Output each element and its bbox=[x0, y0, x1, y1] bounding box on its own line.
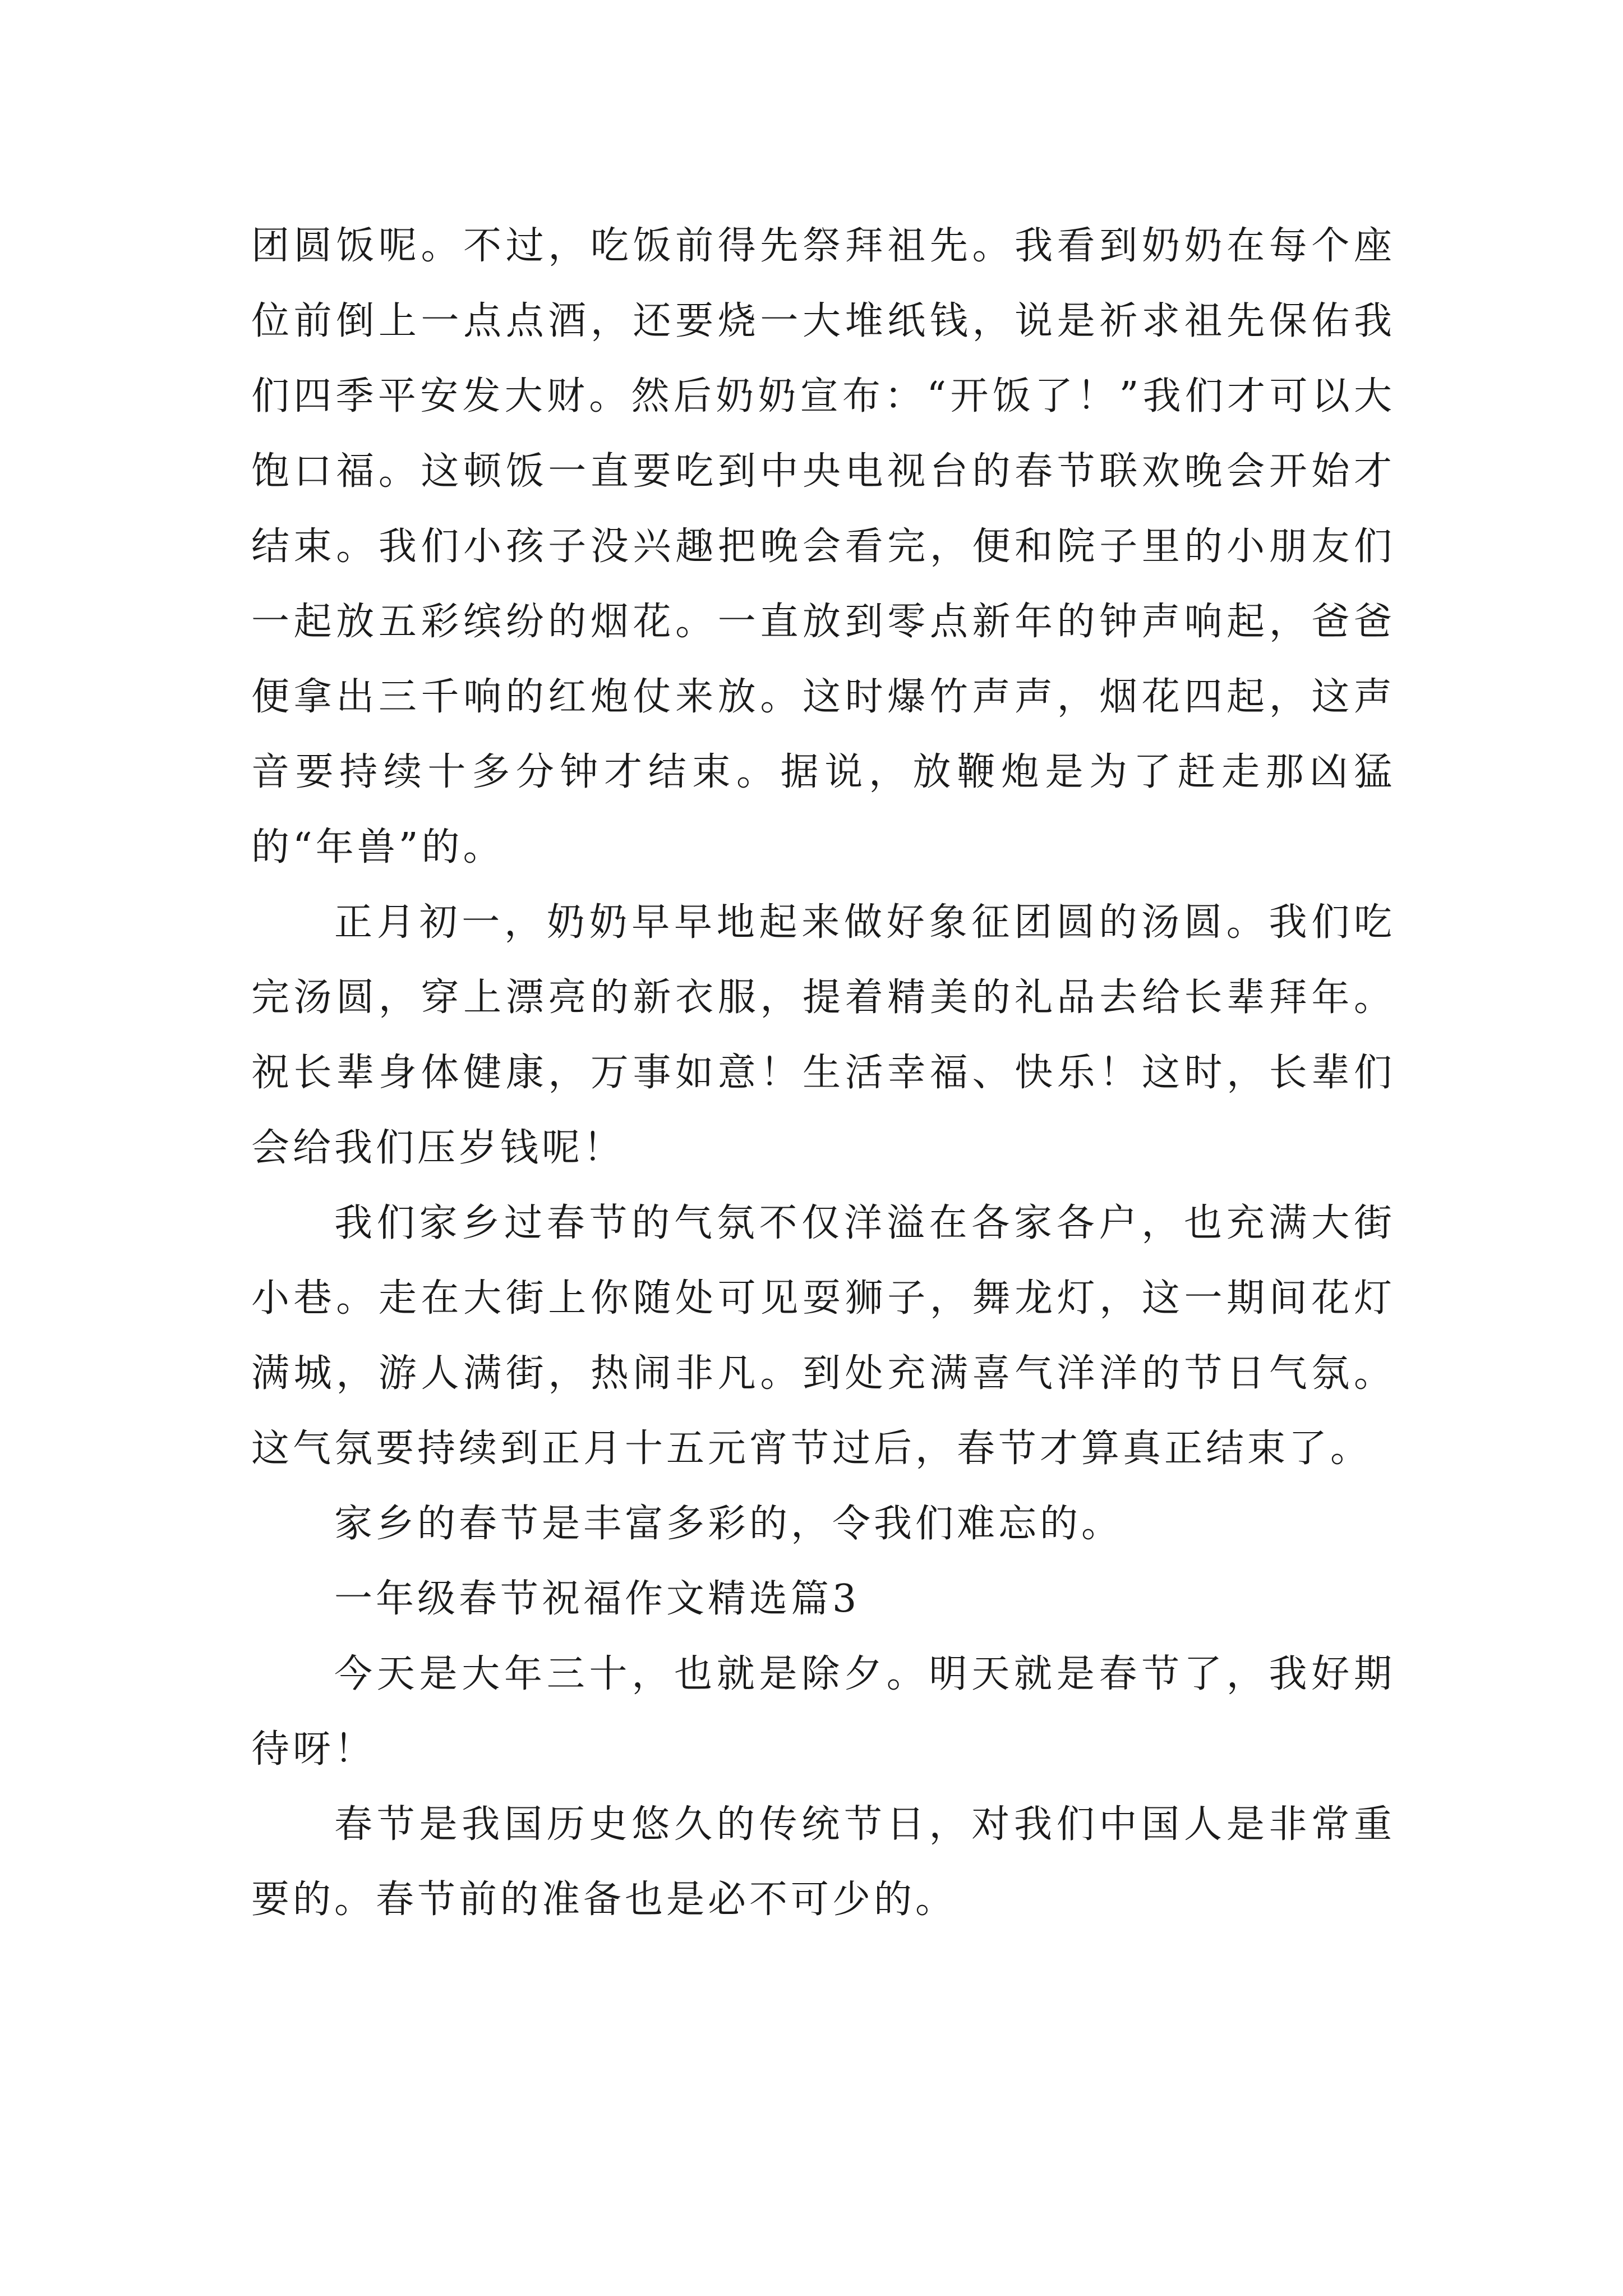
paragraph-spring-festival: 春节是我国历史悠久的传统节日，对我们中国人是非常重要的。春节前的准备也是必不可少的。 bbox=[251, 1802, 1395, 1922]
paragraph-festive-atmosphere: 我们家乡过春节的气氛不仅洋溢在各家各户，也充满大街小巷。走在大街上你随处可见耍狮子，舞龙灯，这一期间花灯满城，游人满街，热闹非凡。到处充满喜气洋洋的节日气氛。这气氛要持续到正月十五元宵节过后，春节才算真正结束了。 bbox=[251, 1201, 1395, 1471]
paragraph-new-year-day: 正月初一，奶奶早早地起来做好象征团圆的汤圆。我们吃完汤圆，穿上漂亮的新衣服，提着精美的礼品去给长辈拜年。祝长辈身体健康，万事如意！生活幸福、快乐！这时，长辈们会给我们压岁钱呢！ bbox=[251, 900, 1395, 1170]
paragraph-new-year-eve: 今天是大年三十，也就是除夕。明天就是春节了，我好期待呀！ bbox=[251, 1652, 1395, 1772]
paragraph-conclusion: 家乡的春节是丰富多彩的，令我们难忘的。 bbox=[334, 1502, 1123, 1546]
paragraph-continued: 团圆饭呢。不过，吃饭前得先祭拜祖先。我看到奶奶在每个座位前倒上一点点酒，还要烧一大堆纸钱，说是祈求祖先保佑我们四季平安发大财。然后奶奶宣布：“开饭了！”我们才可以大饱口福。这顿饭一直要吃到中央电视台的春节联欢晚会开始才结束。我们小孩子没兴趣把晚会看完，便和院子里的小朋友们一起放五彩缤纷的烟花。一直放到零点新年的钟声响起，爸爸便拿出三千响的红炮仗来放。这时爆竹声声，烟花四起，这声音要持续十多分钟才结束。据说，放鞭炮是为了赶走那凶猛的“年兽”的。 bbox=[251, 224, 1395, 869]
document-body bbox=[251, 209, 1395, 1938]
section-heading: 一年级春节祝福作文精选篇3 bbox=[334, 1577, 860, 1621]
